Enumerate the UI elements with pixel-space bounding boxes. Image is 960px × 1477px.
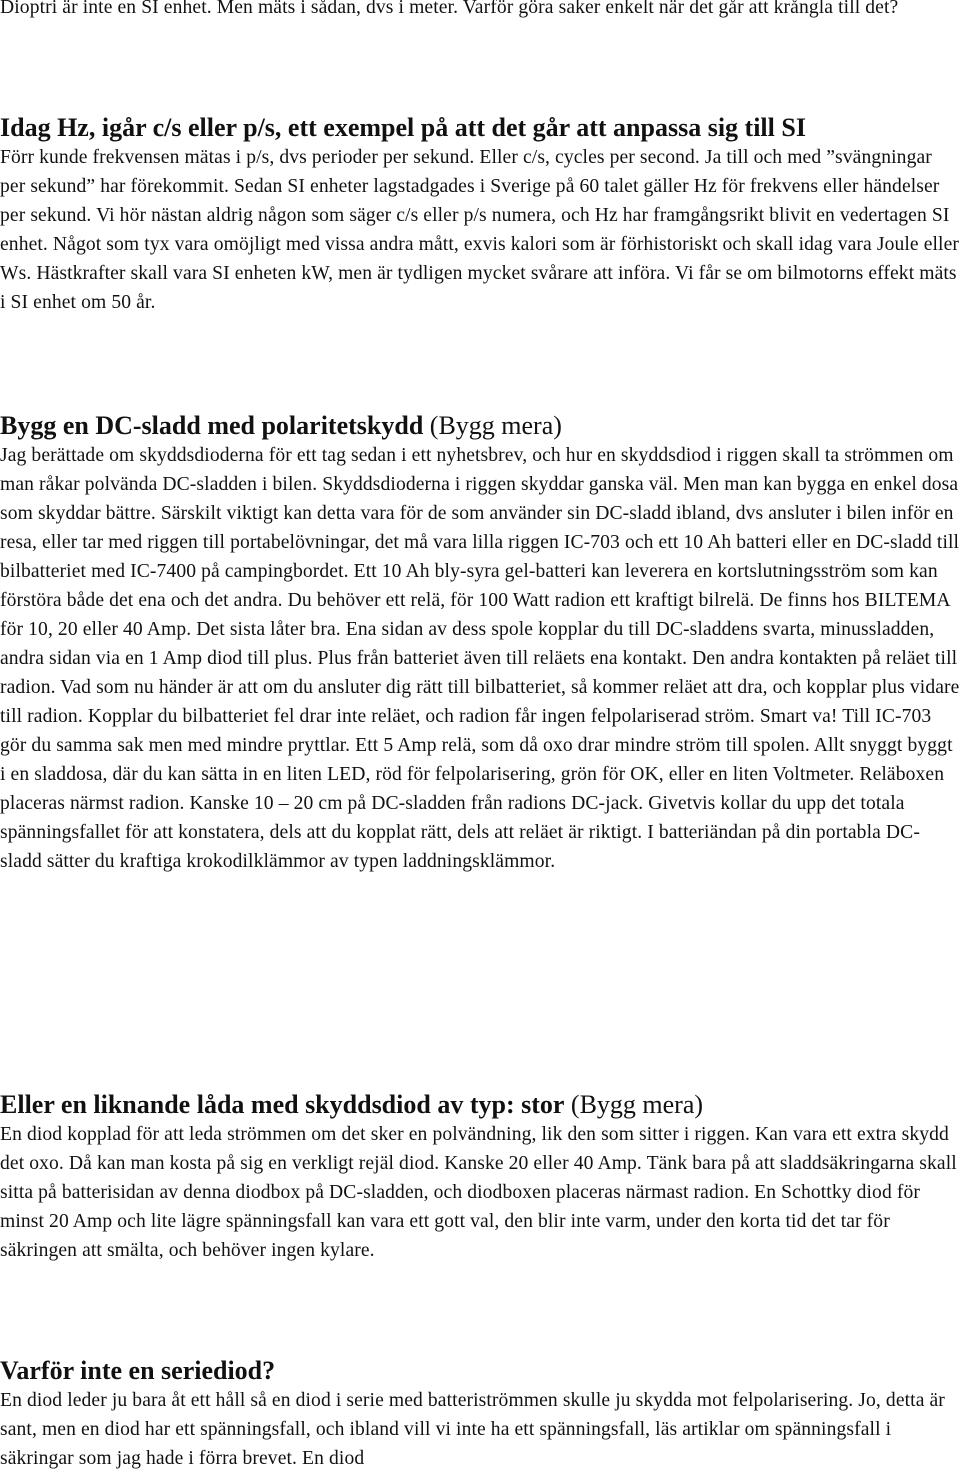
section-heading-text: Varför inte en seriediod? <box>0 1356 276 1385</box>
section-hz <box>0 113 960 317</box>
section-body: En diod leder ju bara åt ett håll så en diod i serie med batteriströmmen skulle ju skydda mot felpolarisering. Jo, detta är sant, men en diod har ett spänningsfall, och ibland vill vi inte ha ett spänningsfall, läs artiklar om spänningsfall i säkringar som jag hade i förra brevet. En diod <box>0 1390 945 1469</box>
intro-paragraph: Dioptri är inte en SI enhet. Men mäts i sådan, dvs i meter. Varför göra saker enkelt när det går att krångla till det? <box>0 0 899 18</box>
section-heading-text: Idag Hz, igår c/s eller p/s, ett exempel på att det går att anpassa sig till SI <box>0 113 806 142</box>
section-heading-suffix: (Bygg mera) <box>423 411 562 440</box>
section-heading <box>0 1090 960 1120</box>
intro-block <box>0 0 960 22</box>
section-heading <box>0 1356 960 1386</box>
section-heading-text: Eller en liknande låda med skyddsdiod av typ: stor <box>0 1090 565 1119</box>
section-seriediod <box>0 1356 960 1473</box>
section-skyddsdiod-lada <box>0 1090 960 1265</box>
section-heading <box>0 411 960 441</box>
section-heading-suffix: (Bygg mera) <box>564 1090 704 1119</box>
section-body: Jag berättade om skyddsdioderna för ett tag sedan i ett nyhetsbrev, och hur en skyddsdiod i riggen skall ta strömmen om man råkar polvända DC-sladden i bilen. Skyddsdioderna i riggen skyddar ganska väl. Men man kan bygga en enkel dosa som skyddar bättre. Särskilt viktigt kan detta vara för de som använder sin DC-sladd ibland, dvs ansluter i bilen inför en resa, eller tar med riggen till portabelövningar, det må vara lilla riggen IC-703 och ett 10 Ah batteri eller en DC-sladd till bilbatteriet med IC-7400 på campingbordet. Ett 10 Ah bly-syra gel-batteri kan leverera en kortslutningsström som kan förstöra både det ena och det andra. Du behöver ett relä, för 100 Watt radion ett kraftigt bilrelä. De finns hos BILTEMA för 10, 20 eller 40 Amp. Det sista låter bra. Ena sidan av dess spole kopplar du till DC-sladdens svarta, minussladden, andra sidan via en 1 Amp diod till plus. Plus från batteriet även till reläets ena kontakt. Den andra kontakten på reläet till radion. Vad som nu händer är att om du ansluter dig rätt till bilbatteriet, så kommer reläet att dra, och kopplar plus vidare till radion. Kopplar du bilbatteriet fel drar inte reläet, och radion får ingen felpolariserad ström. Smart va! Till IC-703 gör du samma sak men med mindre pryttlar. Ett 5 Amp relä, som då oxo drar mindre ström till spolen. Allt snyggt byggt i en sladdosa, där du kan sätta in en liten LED, röd för felpolarisering, grön för OK, eller en liten Voltmeter. Reläboxen placeras närmst radion. Kanske 10 – 20 cm på DC-sladden från radions DC-jack. Givetvis kollar du upp det totala spänningsfallet för att konstatera, dels att du kopplat rätt, dels att reläet är riktigt. I batteriändan på din portabla DC-sladd sätter du kraftiga krokodilklämmor av typen laddningsklämmor. <box>0 445 960 872</box>
section-heading <box>0 113 960 143</box>
section-dc-sladd <box>0 411 960 876</box>
section-heading-text: Bygg en DC-sladd med polaritetskydd <box>0 411 424 440</box>
section-body: En diod kopplad för att leda strömmen om det sker en polvändning, lik den som sitter i riggen. Kan vara ett extra skydd det oxo. Då kan man kosta på sig en verkligt rejäl diod. Kanske 20 eller 40 Amp. Tänk bara på att sladdsäkringarna skall sitta på batterisidan av denna diodbox på DC-sladden, och diodboxen placeras närmast radion. En Schottky diod för minst 20 Amp och lite lägre spänningsfall kan vara ett gott val, den blir inte varm, under den korta tid det tar för säkringen att smälta, och behöver ingen kylare. <box>0 1124 957 1261</box>
section-body: Förr kunde frekvensen mätas i p/s, dvs perioder per sekund. Eller c/s, cycles per second. Ja till och med ”svängningar per sekund” har förekommit. Sedan SI enheter lagstadgades i Sverige på 60 talet gäller Hz för frekvens eller händelser per sekund. Vi hör nästan aldrig någon som säger c/s eller p/s numera, och Hz har framgångsrikt blivit en vedertagen SI enhet. Något som tyx vara omöjligt med vissa andra mått, exvis kalori som är förhistoriskt och skall idag vara Joule eller Ws. Hästkrafter skall vara SI enheten kW, men är tydligen mycket svårare att införa. Vi får se om bilmotorns effekt mäts i SI enhet om 50 år. <box>0 147 960 313</box>
